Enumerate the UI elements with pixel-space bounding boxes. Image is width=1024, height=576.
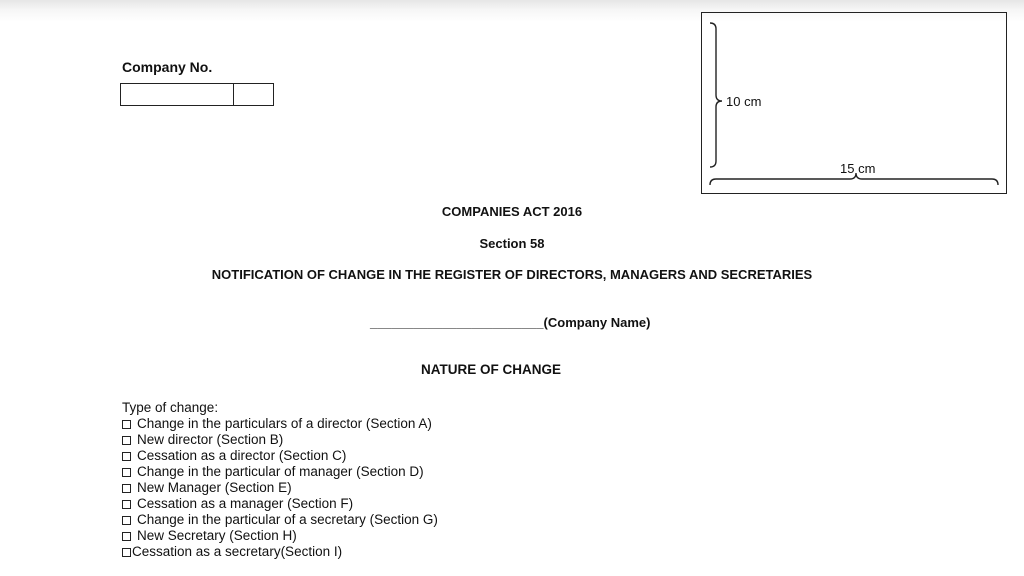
checkbox-icon[interactable]	[122, 468, 131, 477]
change-option-new-manager[interactable]	[122, 480, 438, 496]
photo-placeholder-box	[701, 12, 1007, 194]
option-label: New director (Section B)	[137, 432, 284, 447]
change-option-new-secretary[interactable]	[122, 528, 438, 544]
width-dimension-label: 15 cm	[840, 161, 876, 176]
option-label: Cessation as a secretary(Section I)	[132, 544, 343, 559]
company-no-label: Company No.	[122, 59, 213, 75]
height-brace	[710, 23, 722, 167]
option-label: New Secretary (Section H)	[137, 528, 297, 543]
checkbox-icon[interactable]	[122, 516, 131, 525]
company-name-field[interactable]	[370, 315, 650, 330]
option-label: Cessation as a director (Section C)	[137, 448, 347, 463]
change-option-director-cessation[interactable]	[122, 448, 438, 464]
company-no-field[interactable]	[120, 83, 274, 106]
act-title: COMPANIES ACT 2016	[441, 204, 583, 219]
option-label: Change in the particular of manager (Section D)	[137, 464, 424, 479]
change-type-list	[122, 400, 438, 560]
checkbox-icon[interactable]	[122, 436, 131, 445]
change-option-manager-cessation[interactable]	[122, 496, 438, 512]
checkbox-icon[interactable]	[122, 500, 131, 509]
option-label: Change in the particulars of a director (Section A)	[137, 416, 432, 431]
option-label: Cessation as a manager (Section F)	[137, 496, 354, 511]
option-label: Change in the particular of a secretary (Section G)	[137, 512, 438, 527]
nature-of-change-title: NATURE OF CHANGE	[421, 362, 561, 377]
height-dimension-label: 10 cm	[726, 94, 762, 109]
checkbox-icon[interactable]	[122, 452, 131, 461]
section-number: Section 58	[479, 236, 545, 251]
notification-title: NOTIFICATION OF CHANGE IN THE REGISTER OF DIRECTORS, MANAGERS AND SECRETARIES	[211, 267, 813, 282]
change-option-new-director[interactable]	[122, 432, 438, 448]
checkbox-icon[interactable]	[122, 420, 131, 429]
company-no-cell-main[interactable]	[121, 84, 234, 105]
type-of-change-label: Type of change:	[122, 400, 219, 415]
checkbox-icon[interactable]	[122, 484, 131, 493]
option-label: New Manager (Section E)	[137, 480, 292, 495]
change-option-director-particulars[interactable]	[122, 416, 438, 432]
change-option-secretary-particulars[interactable]	[122, 512, 438, 528]
checkbox-icon[interactable]	[122, 532, 131, 541]
company-name-blank[interactable]: ________________________	[370, 315, 544, 330]
change-option-manager-particulars[interactable]	[122, 464, 438, 480]
change-option-secretary-cessation[interactable]	[122, 544, 438, 560]
company-no-cell-check[interactable]	[234, 84, 273, 105]
checkbox-icon[interactable]	[122, 548, 131, 557]
company-name-label: (Company Name)	[543, 315, 651, 330]
